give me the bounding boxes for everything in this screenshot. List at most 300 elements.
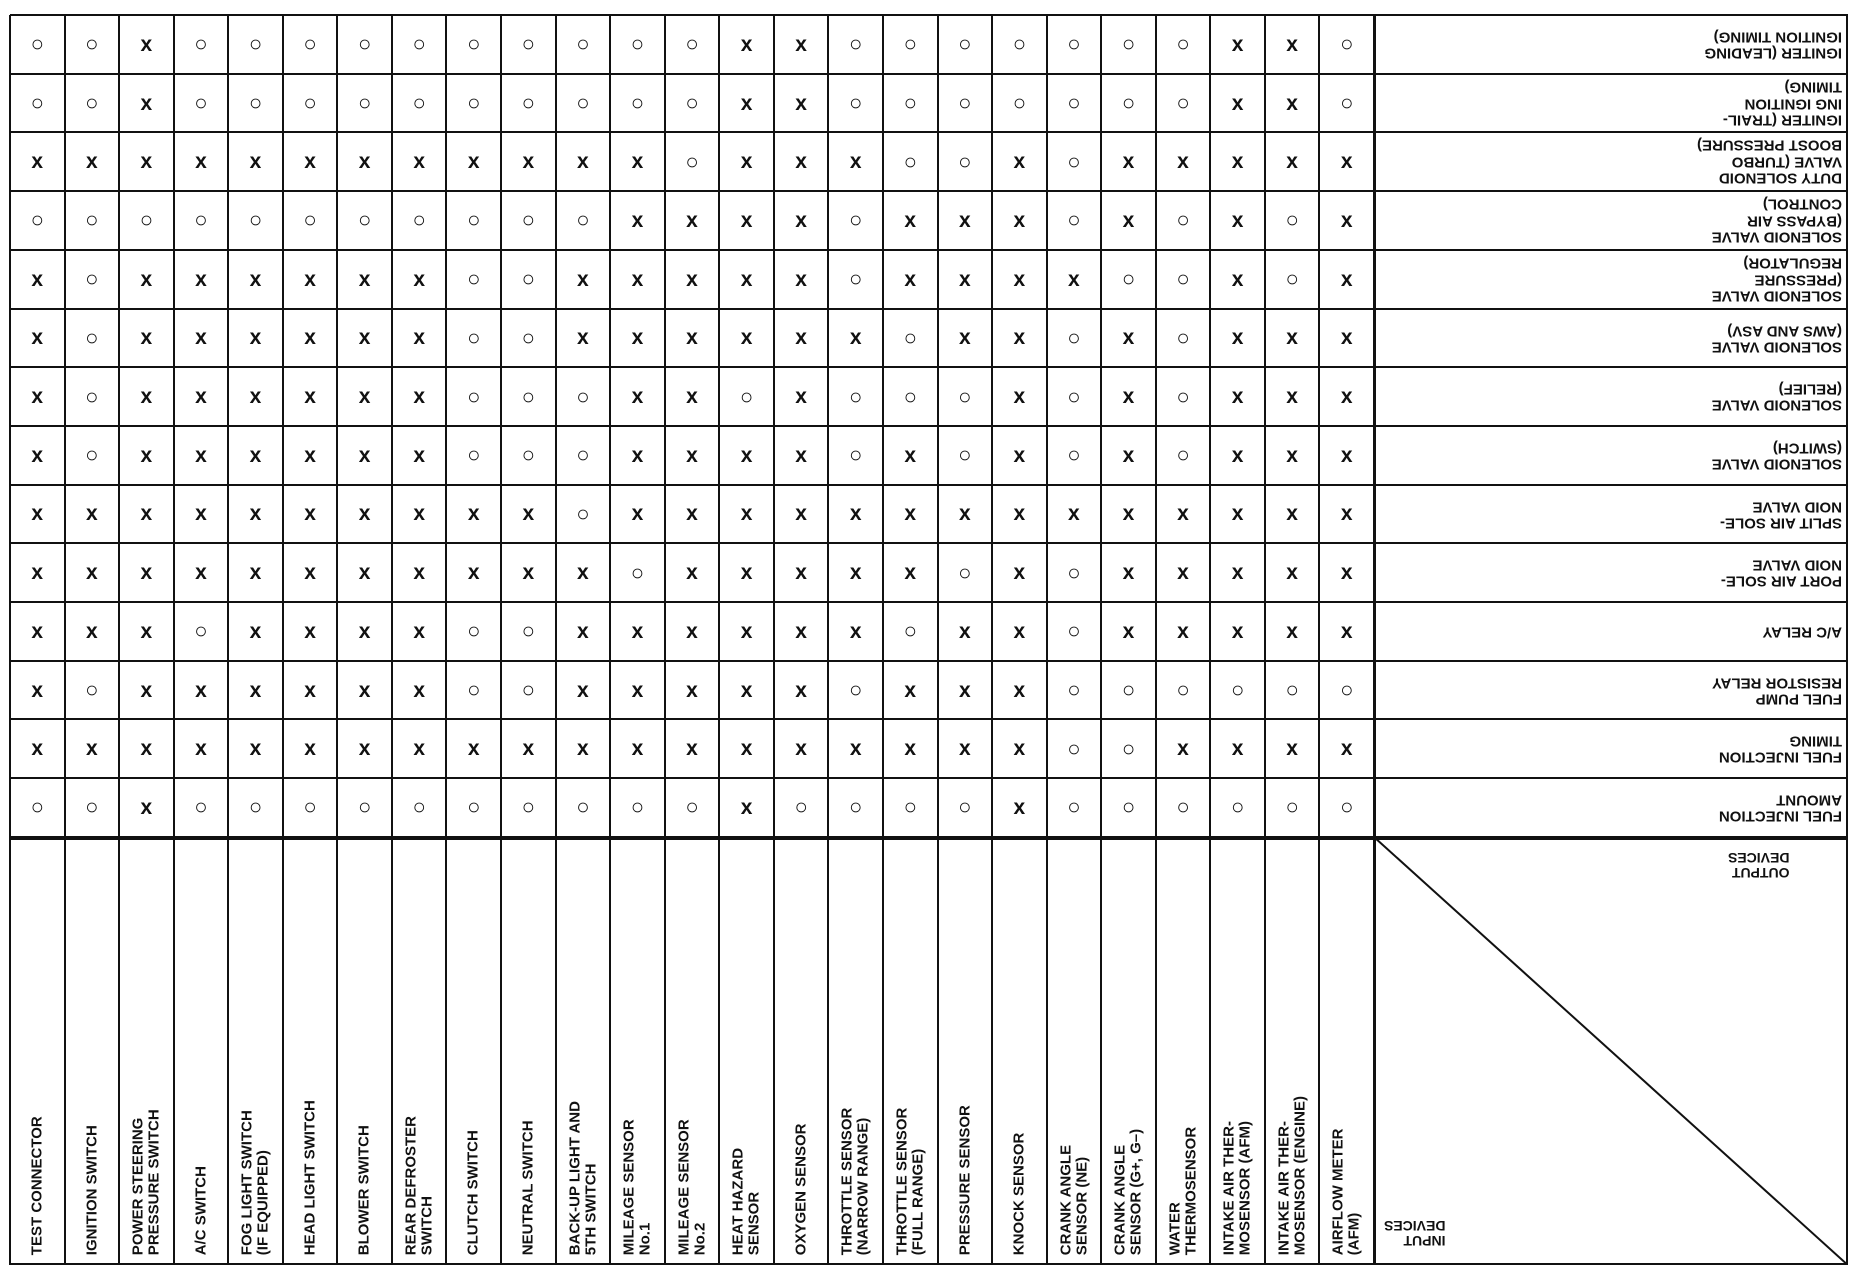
matrix-cell-r2-c20: ○ [1067, 90, 1081, 116]
matrix-cell-r4-c4: ○ [194, 207, 208, 233]
matrix-cell-r3-c9: x [467, 150, 480, 174]
matrix-cell-r8-c22: ○ [1176, 442, 1190, 468]
matrix-cell-r13-c22: x [1177, 737, 1189, 761]
matrix-cell-r9-c4: x [195, 502, 207, 526]
matrix-cell-r1-c15: x [795, 32, 807, 56]
matrix-cell-r8-c5: x [249, 443, 262, 467]
grid-line [9, 15, 11, 1265]
matrix-cell-r11-c9: ○ [467, 618, 481, 644]
matrix-cell-r7-c14: ○ [739, 383, 754, 409]
matrix-cell-r3-c17: ○ [903, 148, 917, 174]
matrix-cell-r3-c24: x [1286, 150, 1298, 174]
matrix-cell-r6-c8: x [413, 326, 426, 350]
matrix-cell-r8-c2: ○ [85, 442, 99, 468]
matrix-cell-r6-c17: ○ [903, 324, 917, 350]
matrix-cell-r3-c4: x [195, 150, 207, 174]
matrix-cell-r10-c22: x [1177, 561, 1189, 585]
matrix-cell-r4-c3: ○ [139, 207, 154, 233]
matrix-cell-r3-c6: x [304, 150, 316, 174]
matrix-cell-r2-c1: ○ [30, 90, 44, 116]
matrix-cell-r2-c7: ○ [357, 90, 372, 116]
output-device-label: SOLENOID VALVE (PRESSURE REGULATOR) [1711, 254, 1842, 305]
matrix-cell-r4-c9: ○ [467, 207, 481, 233]
matrix-cell-r5-c13: x [686, 267, 698, 291]
grid-line [118, 15, 120, 1265]
matrix-cell-r10-c25: x [1340, 561, 1353, 585]
matrix-cell-r14-c13: ○ [685, 794, 699, 820]
matrix-cell-r3-c14: x [740, 150, 753, 174]
matrix-cell-r7-c9: ○ [467, 383, 481, 409]
matrix-cell-r5-c19: x [1013, 267, 1026, 291]
matrix-cell-r13-c9: x [467, 737, 480, 761]
matrix-cell-r9-c6: x [304, 502, 316, 526]
matrix-cell-r8-c14: x [740, 443, 753, 467]
matrix-cell-r13-c21: ○ [1121, 735, 1136, 761]
matrix-cell-r3-c16: x [849, 150, 862, 174]
grid-line [1046, 15, 1048, 1265]
matrix-cell-r7-c18: ○ [958, 383, 972, 409]
matrix-cell-r11-c8: x [413, 619, 426, 643]
grid-line [445, 15, 447, 1265]
matrix-cell-r4-c12: x [631, 208, 644, 232]
grid-line [773, 15, 775, 1265]
matrix-cell-r11-c23: x [1231, 619, 1244, 643]
matrix-cell-r14-c8: ○ [412, 794, 426, 820]
matrix-cell-r1-c20: ○ [1067, 31, 1081, 57]
matrix-cell-r5-c23: x [1231, 267, 1244, 291]
output-device-label: IGNITER (LEADING IGNITION TIMING) [1704, 28, 1842, 62]
grid-line [10, 601, 1848, 603]
matrix-cell-r11-c10: ○ [521, 618, 535, 644]
matrix-cell-r9-c9: x [467, 502, 480, 526]
matrix-cell-r14-c23: ○ [1230, 794, 1245, 820]
matrix-cell-r4-c18: x [958, 208, 971, 232]
input-output-matrix-table [10, 15, 1848, 1265]
grid-line [391, 15, 393, 1265]
corner-diagonal-line [1374, 837, 1848, 1265]
matrix-cell-r10-c6: x [304, 561, 316, 585]
matrix-cell-r14-c10: ○ [521, 794, 535, 820]
matrix-cell-r13-c18: x [958, 737, 971, 761]
output-device-label: PORT AIR SOLE- NOID VALVE [1720, 556, 1842, 591]
matrix-cell-r3-c12: x [631, 150, 644, 174]
matrix-cell-r1-c13: ○ [685, 31, 699, 57]
matrix-cell-r14-c7: ○ [357, 794, 372, 820]
matrix-cell-r12-c7: x [358, 678, 371, 702]
input-device-label: BLOWER SWITCH [355, 1125, 373, 1255]
output-device-label: IGNITER (TRAIL- ING IGNITION TIMING) [1722, 78, 1842, 129]
matrix-cell-r2-c19: ○ [1012, 90, 1026, 116]
matrix-cell-r8-c24: x [1286, 443, 1298, 467]
matrix-cell-r12-c19: x [1013, 678, 1026, 702]
matrix-cell-r1-c16: ○ [849, 31, 863, 57]
matrix-cell-r8-c13: x [686, 443, 698, 467]
matrix-cell-r12-c16: ○ [849, 677, 863, 703]
matrix-cell-r2-c5: ○ [248, 90, 263, 116]
matrix-cell-r1-c10: ○ [521, 31, 535, 57]
matrix-cell-r12-c23: ○ [1230, 677, 1245, 703]
matrix-cell-r9-c24: x [1286, 502, 1298, 526]
matrix-cell-r4-c17: x [904, 208, 917, 232]
matrix-cell-r5-c17: x [904, 267, 917, 291]
matrix-cell-r11-c7: x [358, 619, 371, 643]
matrix-cell-r14-c4: ○ [194, 794, 208, 820]
matrix-cell-r4-c2: ○ [85, 207, 99, 233]
matrix-cell-r1-c8: ○ [412, 31, 426, 57]
matrix-cell-r11-c6: x [304, 619, 316, 643]
output-device-label: SOLENOID VALVE (BYPASS AIR CONTROL) [1711, 196, 1842, 247]
matrix-cell-r10-c13: x [686, 561, 698, 585]
matrix-cell-r14-c25: ○ [1340, 794, 1354, 820]
output-device-label: FUEL INJECTION TIMING [1718, 732, 1842, 767]
grid-line [10, 660, 1848, 662]
matrix-cell-r5-c6: x [304, 267, 316, 291]
matrix-cell-r11-c2: x [85, 619, 98, 643]
matrix-cell-r10-c16: x [849, 561, 862, 585]
matrix-cell-r2-c14: x [740, 91, 753, 115]
matrix-cell-r6-c1: x [31, 326, 44, 350]
matrix-cell-r3-c1: x [31, 150, 44, 174]
matrix-cell-r12-c17: x [904, 678, 917, 702]
matrix-cell-r9-c25: x [1340, 502, 1353, 526]
matrix-cell-r11-c14: x [740, 619, 753, 643]
grid-line [10, 308, 1848, 310]
matrix-cell-r6-c2: ○ [85, 324, 99, 350]
matrix-cell-r10-c12: ○ [630, 559, 645, 585]
grid-line [336, 15, 338, 1265]
matrix-cell-r3-c19: x [1013, 150, 1026, 174]
corner-output-devices-label: OUTPUT DEVICES [1728, 849, 1790, 881]
matrix-cell-r1-c9: ○ [467, 31, 481, 57]
matrix-cell-r13-c4: x [195, 737, 207, 761]
matrix-cell-r14-c9: ○ [467, 794, 481, 820]
matrix-cell-r5-c10: ○ [521, 266, 535, 292]
matrix-cell-r6-c24: x [1286, 326, 1298, 350]
matrix-cell-r2-c15: x [795, 91, 807, 115]
matrix-cell-r11-c1: x [31, 619, 44, 643]
matrix-cell-r7-c10: ○ [521, 383, 535, 409]
matrix-cell-r1-c24: x [1286, 32, 1298, 56]
matrix-cell-r8-c8: x [413, 443, 426, 467]
matrix-cell-r4-c25: x [1340, 208, 1353, 232]
matrix-cell-r5-c7: x [358, 267, 371, 291]
matrix-cell-r12-c8: x [413, 678, 426, 702]
matrix-cell-r6-c15: x [795, 326, 807, 350]
matrix-cell-r10-c8: x [413, 561, 426, 585]
matrix-cell-r8-c11: ○ [576, 442, 590, 468]
grid-line [555, 15, 557, 1265]
matrix-cell-r6-c14: x [740, 326, 753, 350]
grid-line [10, 14, 1848, 16]
matrix-cell-r12-c12: x [631, 678, 644, 702]
matrix-cell-r10-c19: x [1013, 561, 1026, 585]
matrix-cell-r10-c2: x [85, 561, 98, 585]
grid-line [500, 15, 502, 1265]
matrix-cell-r9-c16: x [849, 502, 862, 526]
matrix-cell-r12-c14: x [740, 678, 753, 702]
grid-line [10, 777, 1848, 779]
grid-line [10, 131, 1848, 133]
matrix-cell-r11-c3: x [140, 619, 153, 643]
matrix-cell-r10-c10: x [522, 561, 535, 585]
matrix-cell-r4-c10: ○ [521, 207, 535, 233]
matrix-cell-r8-c10: ○ [521, 442, 535, 468]
matrix-cell-r2-c8: ○ [412, 90, 426, 116]
input-device-label: REAR DEFROSTER SWITCH [402, 1115, 436, 1255]
matrix-cell-r14-c1: ○ [30, 794, 44, 820]
matrix-cell-r12-c11: x [577, 678, 589, 702]
matrix-cell-r4-c6: ○ [303, 207, 317, 233]
grid-line [10, 484, 1848, 486]
matrix-cell-r1-c19: ○ [1012, 31, 1026, 57]
matrix-cell-r12-c6: x [304, 678, 316, 702]
matrix-cell-r3-c5: x [249, 150, 262, 174]
matrix-cell-r1-c1: ○ [30, 31, 44, 57]
matrix-cell-r3-c15: x [795, 150, 807, 174]
matrix-cell-r9-c23: x [1231, 502, 1244, 526]
matrix-cell-r14-c21: ○ [1121, 794, 1136, 820]
grid-line [991, 15, 993, 1265]
matrix-cell-r10-c1: x [31, 561, 44, 585]
input-device-label: THROTTLE SENSOR (NARROW RANGE) [838, 1107, 872, 1255]
matrix-cell-r9-c17: x [904, 502, 917, 526]
matrix-cell-r9-c14: x [740, 502, 753, 526]
matrix-cell-r6-c6: x [304, 326, 316, 350]
input-device-label: MILEAGE SENSOR No.2 [675, 1119, 708, 1255]
matrix-cell-r13-c1: x [31, 737, 44, 761]
matrix-cell-r7-c24: x [1286, 385, 1298, 409]
matrix-cell-r14-c12: ○ [630, 794, 645, 820]
matrix-cell-r2-c13: ○ [685, 90, 699, 116]
matrix-cell-r6-c4: x [195, 326, 207, 350]
matrix-cell-r1-c11: ○ [576, 31, 590, 57]
matrix-cell-r6-c21: x [1122, 326, 1135, 350]
matrix-cell-r11-c20: ○ [1067, 618, 1081, 644]
matrix-cell-r7-c11: ○ [576, 383, 590, 409]
matrix-cell-r1-c18: ○ [958, 31, 972, 57]
matrix-cell-r3-c25: x [1340, 150, 1353, 174]
input-device-label: AIRFLOW METER (AFM) [1329, 1128, 1363, 1255]
output-device-label: DUTY SOLENOID VALVE (TURBO BOOST PRESSURE) [1696, 137, 1842, 188]
input-device-label: HEAT HAZARD SENSOR [729, 1147, 763, 1255]
grid-line [1100, 15, 1102, 1265]
input-device-label: CLUTCH SWITCH [464, 1130, 482, 1255]
matrix-cell-r6-c16: x [849, 326, 862, 350]
matrix-cell-r3-c21: x [1122, 150, 1135, 174]
matrix-cell-r13-c6: x [304, 737, 316, 761]
matrix-cell-r7-c8: x [413, 385, 426, 409]
grid-line [10, 73, 1848, 75]
matrix-cell-r13-c2: x [85, 737, 98, 761]
matrix-cell-r2-c22: ○ [1176, 90, 1190, 116]
matrix-cell-r11-c21: x [1122, 619, 1135, 643]
matrix-cell-r10-c4: x [195, 561, 207, 585]
matrix-cell-r8-c7: x [358, 443, 371, 467]
matrix-cell-r6-c23: x [1231, 326, 1244, 350]
grid-line [10, 190, 1848, 192]
matrix-cell-r2-c3: x [140, 91, 153, 115]
matrix-cell-r10-c18: ○ [958, 559, 972, 585]
matrix-cell-r1-c14: x [740, 32, 753, 56]
matrix-cell-r13-c10: x [522, 737, 535, 761]
matrix-cell-r6-c3: x [140, 326, 153, 350]
matrix-cell-r8-c4: x [195, 443, 207, 467]
matrix-cell-r9-c5: x [249, 502, 262, 526]
matrix-cell-r9-c11: ○ [576, 500, 590, 526]
matrix-cell-r14-c16: ○ [849, 794, 863, 820]
grid-line [10, 366, 1848, 368]
input-device-label: THROTTLE SENSOR (FULL RANGE) [893, 1107, 927, 1255]
matrix-cell-r11-c19: x [1013, 619, 1026, 643]
matrix-cell-r12-c20: ○ [1067, 677, 1081, 703]
input-device-label: FOG LIGHT SWITCH (IF EQUIPPED) [238, 1110, 272, 1255]
matrix-cell-r11-c5: x [249, 619, 262, 643]
matrix-cell-r11-c15: x [795, 619, 807, 643]
output-device-label: SOLENOID VALVE (AWS AND ASV) [1711, 321, 1842, 356]
matrix-cell-r8-c23: x [1231, 443, 1244, 467]
matrix-cell-r9-c13: x [686, 502, 698, 526]
matrix-cell-r4-c23: x [1231, 208, 1244, 232]
matrix-cell-r4-c24: ○ [1285, 207, 1299, 233]
matrix-cell-r7-c3: x [140, 385, 153, 409]
grid-line [173, 15, 175, 1265]
matrix-cell-r13-c25: x [1340, 737, 1353, 761]
grid-line [827, 15, 829, 1265]
grid-line [882, 15, 884, 1265]
matrix-cell-r5-c9: ○ [467, 266, 481, 292]
matrix-cell-r12-c24: ○ [1285, 677, 1299, 703]
matrix-cell-r1-c12: ○ [630, 31, 645, 57]
matrix-cell-r2-c18: ○ [958, 90, 972, 116]
matrix-cell-r3-c10: x [522, 150, 535, 174]
matrix-cell-r1-c7: ○ [357, 31, 372, 57]
matrix-cell-r8-c20: ○ [1067, 442, 1081, 468]
matrix-cell-r14-c24: ○ [1285, 794, 1299, 820]
matrix-cell-r13-c24: x [1286, 737, 1298, 761]
input-device-label: CRANK ANGLE SENSOR (G+, G–) [1111, 1128, 1145, 1255]
matrix-cell-r8-c6: x [304, 443, 316, 467]
matrix-cell-r14-c22: ○ [1176, 794, 1190, 820]
matrix-cell-r14-c2: ○ [85, 794, 99, 820]
input-device-label: KNOCK SENSOR [1010, 1132, 1028, 1255]
matrix-cell-r2-c25: ○ [1340, 90, 1354, 116]
output-device-label: SOLENOID VALVE (SWITCH) [1711, 439, 1842, 473]
input-device-label: WATER THERMOSENSOR [1166, 1126, 1200, 1255]
matrix-cell-r12-c4: x [195, 678, 207, 702]
matrix-cell-r1-c23: x [1231, 32, 1244, 56]
matrix-cell-r7-c25: x [1340, 385, 1353, 409]
matrix-cell-r12-c3: x [140, 678, 153, 702]
matrix-cell-r3-c11: x [577, 150, 589, 174]
matrix-cell-r4-c21: x [1122, 208, 1135, 232]
matrix-cell-r7-c4: x [195, 385, 207, 409]
matrix-cell-r12-c22: ○ [1176, 677, 1190, 703]
matrix-cell-r13-c12: x [631, 737, 644, 761]
matrix-cell-r13-c19: x [1013, 737, 1026, 761]
input-device-label: A/C SWITCH [192, 1165, 210, 1255]
matrix-cell-r4-c19: x [1013, 208, 1026, 232]
matrix-cell-r12-c10: ○ [521, 677, 535, 703]
matrix-cell-r10-c3: x [140, 561, 153, 585]
matrix-cell-r11-c13: x [686, 619, 698, 643]
matrix-cell-r8-c21: x [1122, 443, 1135, 467]
matrix-cell-r4-c7: ○ [357, 207, 372, 233]
matrix-cell-r4-c14: x [740, 208, 753, 232]
matrix-cell-r14-c3: x [140, 795, 153, 819]
matrix-cell-r10-c23: x [1231, 561, 1244, 585]
matrix-cell-r2-c11: ○ [576, 90, 590, 116]
matrix-cell-r1-c5: ○ [248, 31, 263, 57]
grid-line [718, 15, 720, 1265]
matrix-cell-r3-c8: x [413, 150, 426, 174]
matrix-cell-r12-c25: ○ [1340, 677, 1354, 703]
grid-line [227, 15, 229, 1265]
matrix-cell-r14-c18: ○ [958, 794, 972, 820]
matrix-cell-r8-c3: x [140, 443, 153, 467]
matrix-cell-r3-c13: ○ [685, 148, 699, 174]
matrix-cell-r5-c12: x [631, 267, 644, 291]
matrix-cell-r13-c8: x [413, 737, 426, 761]
output-device-label: A/C RELAY [1762, 623, 1842, 641]
matrix-cell-r5-c21: ○ [1121, 266, 1136, 292]
matrix-cell-r5-c4: x [195, 267, 207, 291]
matrix-cell-r6-c22: ○ [1176, 324, 1190, 350]
matrix-cell-r12-c15: x [795, 678, 807, 702]
matrix-cell-r10-c20: ○ [1067, 559, 1081, 585]
matrix-cell-r11-c11: x [577, 619, 589, 643]
matrix-cell-r13-c20: ○ [1067, 735, 1081, 761]
matrix-cell-r2-c24: x [1286, 91, 1298, 115]
matrix-cell-r3-c7: x [358, 150, 371, 174]
matrix-cell-r2-c2: ○ [85, 90, 99, 116]
matrix-cell-r9-c2: x [85, 502, 98, 526]
matrix-cell-r6-c20: ○ [1067, 324, 1081, 350]
matrix-cell-r5-c25: x [1340, 267, 1353, 291]
matrix-cell-r9-c19: x [1013, 502, 1026, 526]
matrix-cell-r7-c17: ○ [903, 383, 917, 409]
matrix-cell-r10-c9: x [467, 561, 480, 585]
matrix-cell-r9-c21: x [1122, 502, 1135, 526]
matrix-cell-r4-c22: ○ [1176, 207, 1190, 233]
matrix-cell-r3-c3: x [140, 150, 153, 174]
matrix-cell-r1-c3: x [140, 32, 153, 56]
matrix-cell-r11-c18: x [958, 619, 971, 643]
matrix-cell-r8-c17: x [904, 443, 917, 467]
matrix-cell-r8-c1: x [31, 443, 44, 467]
matrix-cell-r8-c18: ○ [958, 442, 972, 468]
input-device-label: POWER STEERING PRESSURE SWITCH [129, 1109, 163, 1255]
matrix-cell-r12-c1: x [31, 678, 44, 702]
matrix-cell-r5-c1: x [31, 267, 44, 291]
matrix-cell-r3-c23: x [1231, 150, 1244, 174]
matrix-cell-r12-c18: x [958, 678, 971, 702]
matrix-cell-r4-c1: ○ [30, 207, 44, 233]
input-device-label: MILEAGE SENSOR No.1 [620, 1119, 654, 1255]
matrix-cell-r7-c13: x [686, 385, 698, 409]
matrix-cell-r7-c2: ○ [85, 383, 99, 409]
matrix-cell-r13-c17: x [904, 737, 917, 761]
matrix-cell-r5-c24: ○ [1285, 266, 1299, 292]
matrix-cell-r12-c9: ○ [467, 677, 481, 703]
matrix-cell-r5-c22: ○ [1176, 266, 1190, 292]
matrix-cell-r2-c21: ○ [1121, 90, 1136, 116]
matrix-cell-r10-c21: x [1122, 561, 1135, 585]
matrix-cell-r13-c11: x [577, 737, 589, 761]
matrix-cell-r9-c15: x [795, 502, 807, 526]
matrix-cell-r8-c25: x [1340, 443, 1353, 467]
output-device-label: FUEL INJECTION AMOUNT [1718, 791, 1842, 825]
matrix-cell-r7-c21: x [1122, 385, 1135, 409]
